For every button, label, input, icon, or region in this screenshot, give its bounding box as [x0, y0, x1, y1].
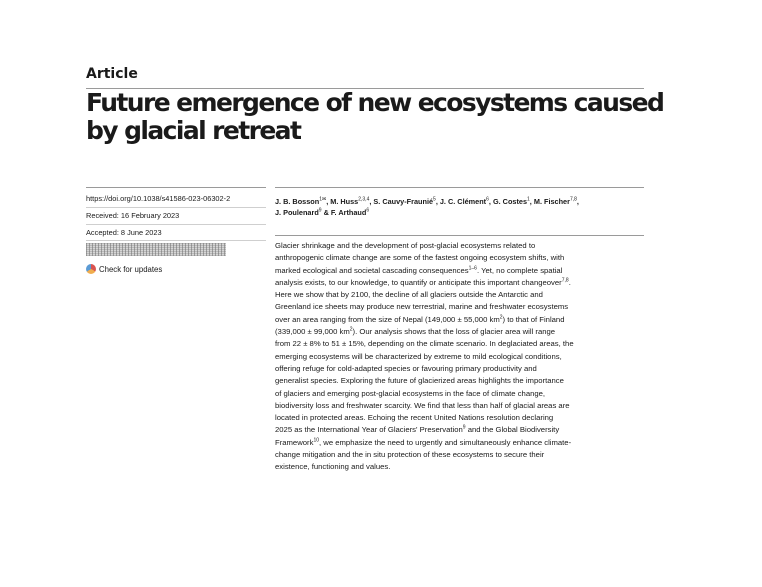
abstract-line: emerging ecosystems will be characterized by extreme to mild ecological conditions, — [275, 351, 562, 361]
author-affiliation-sup: 6 — [366, 207, 370, 214]
abstract-line: offering refuge for cold-adapted species or favouring primary productivity and — [275, 363, 537, 373]
received-date: Received: 16 February 2023 — [86, 211, 180, 220]
citation-sup[interactable]: 2 — [499, 314, 503, 321]
meta-top-rule — [86, 187, 266, 188]
abstract-line: change mitigation and the in situ protection of these ecosystems to secure their — [275, 450, 545, 460]
author-affiliation-sup: 6 — [486, 196, 489, 203]
check-for-updates-button[interactable] — [86, 263, 162, 275]
author-list: J. B. Bosson$^{1✉}$, M. Huss$^{2,3,4}$, S. Cauvy-Fraunié$^5$, J. C. Clément$^6$, G. Costes$^1$, M. Fischer$^{7,8}$, J. Poulenard$^9$ & F. Arthaud$^6$ — [275, 196, 579, 217]
author-name[interactable]: J. Poulenard — [275, 208, 319, 217]
citation-sup[interactable]: 1–6 — [468, 265, 477, 272]
citation-sup[interactable]: 10 — [313, 437, 320, 444]
title-line-1: Future emergence of new ecosystems caused — [86, 88, 664, 117]
author-affiliation-sup: 7,8 — [569, 196, 577, 203]
check-updates-icon — [86, 264, 96, 274]
title-line-2: by glacial retreat — [86, 116, 301, 145]
abstract-line: 2025 as the International Year of Glaciers' Preservation$^9$ and the Global Biodiversity — [275, 424, 560, 435]
accepted-date: Accepted: 8 June 2023 — [86, 228, 162, 237]
article-type-label: Article — [86, 66, 138, 82]
author-name[interactable]: M. Huss — [330, 197, 359, 206]
meta-divider — [86, 240, 266, 241]
meta-divider — [86, 207, 266, 208]
citation-sup[interactable]: 7,8 — [561, 277, 569, 284]
authors-top-rule — [275, 187, 644, 188]
meta-divider — [86, 224, 266, 225]
abstract-line: from 22 ± 8% to 51 ± 15%, depending on the climate scenario. In deglaciated areas, the — [275, 339, 574, 349]
author-affiliation-sup: 2,3,4 — [358, 196, 370, 203]
doi-link[interactable]: https://doi.org/10.1038/s41586-023-06302-2 — [86, 194, 231, 203]
citation-sup[interactable]: 2 — [349, 326, 353, 333]
author-name[interactable]: F. Arthaud — [330, 208, 367, 217]
abstract — [275, 240, 655, 474]
author-name[interactable]: J. B. Bosson — [275, 197, 320, 206]
abstract-top-rule — [275, 235, 644, 236]
abstract-line: marked ecological and societal cascading consequences$^{1-6}$. Yet, no complete spatial — [275, 265, 563, 275]
abstract-line: Greenland ice sheets may produce new terrestrial, marine and freshwater ecosystems — [275, 302, 569, 312]
author-name[interactable]: M. Fischer — [533, 197, 570, 206]
author-affiliation-sup: 1✉ — [319, 196, 327, 203]
abstract-line: Here we show that by 2100, the decline of all glaciers outside the Antarctic and — [275, 290, 543, 300]
author-name[interactable]: J. C. Clément — [439, 197, 487, 206]
abstract-line: of glaciers and emerging post-glacial ecosystems in the face of climate change, — [275, 388, 546, 398]
author-affiliation-sup: 1 — [527, 196, 530, 203]
abstract-line: over an area ranging from the size of Nepal (149,000 ± 55,000 $km^2$) to that of Finland — [275, 314, 565, 324]
author-affiliation-sup: 5 — [433, 196, 436, 203]
citation-sup[interactable]: 9 — [462, 424, 466, 431]
obscured-citation-strip — [86, 243, 226, 256]
abstract-line: located in protected areas. Echoing the recent United Nations resolution declaring — [275, 413, 554, 423]
abstract-line: Framework$^{10}$, we emphasize the need to urgently and simultaneously enhance climate- — [275, 437, 572, 447]
author-affiliation-sup: 9 — [318, 207, 322, 214]
author-name[interactable]: S. Cauvy-Fraunié — [373, 197, 434, 206]
abstract-line: existence, functioning and values. — [275, 462, 391, 472]
abstract-line: Glacier shrinkage and the development of post-glacial ecosystems related to — [275, 241, 536, 250]
article-title — [86, 89, 686, 145]
abstract-line: anthropogenic climate change are some of the fastest ongoing ecosystem shifts, with — [275, 253, 565, 263]
check-updates-label: Check for updates — [99, 264, 163, 274]
abstract-line: generalist species. Exploring the future of glacierized areas highlights the importance — [275, 376, 564, 386]
abstract-line: (339,000 ± 99,000 $km^2$). Our analysis shows that the loss of glacier area will range — [275, 326, 556, 337]
author-name[interactable]: G. Costes — [492, 197, 528, 206]
abstract-line: biodiversity loss and freshwater scarcity. We find that less than half of glacial areas are — [275, 400, 570, 410]
abstract-line: analysis exists, to our knowledge, to quantify or anticipate this important changeover$^{7,8}$. — [275, 277, 571, 287]
